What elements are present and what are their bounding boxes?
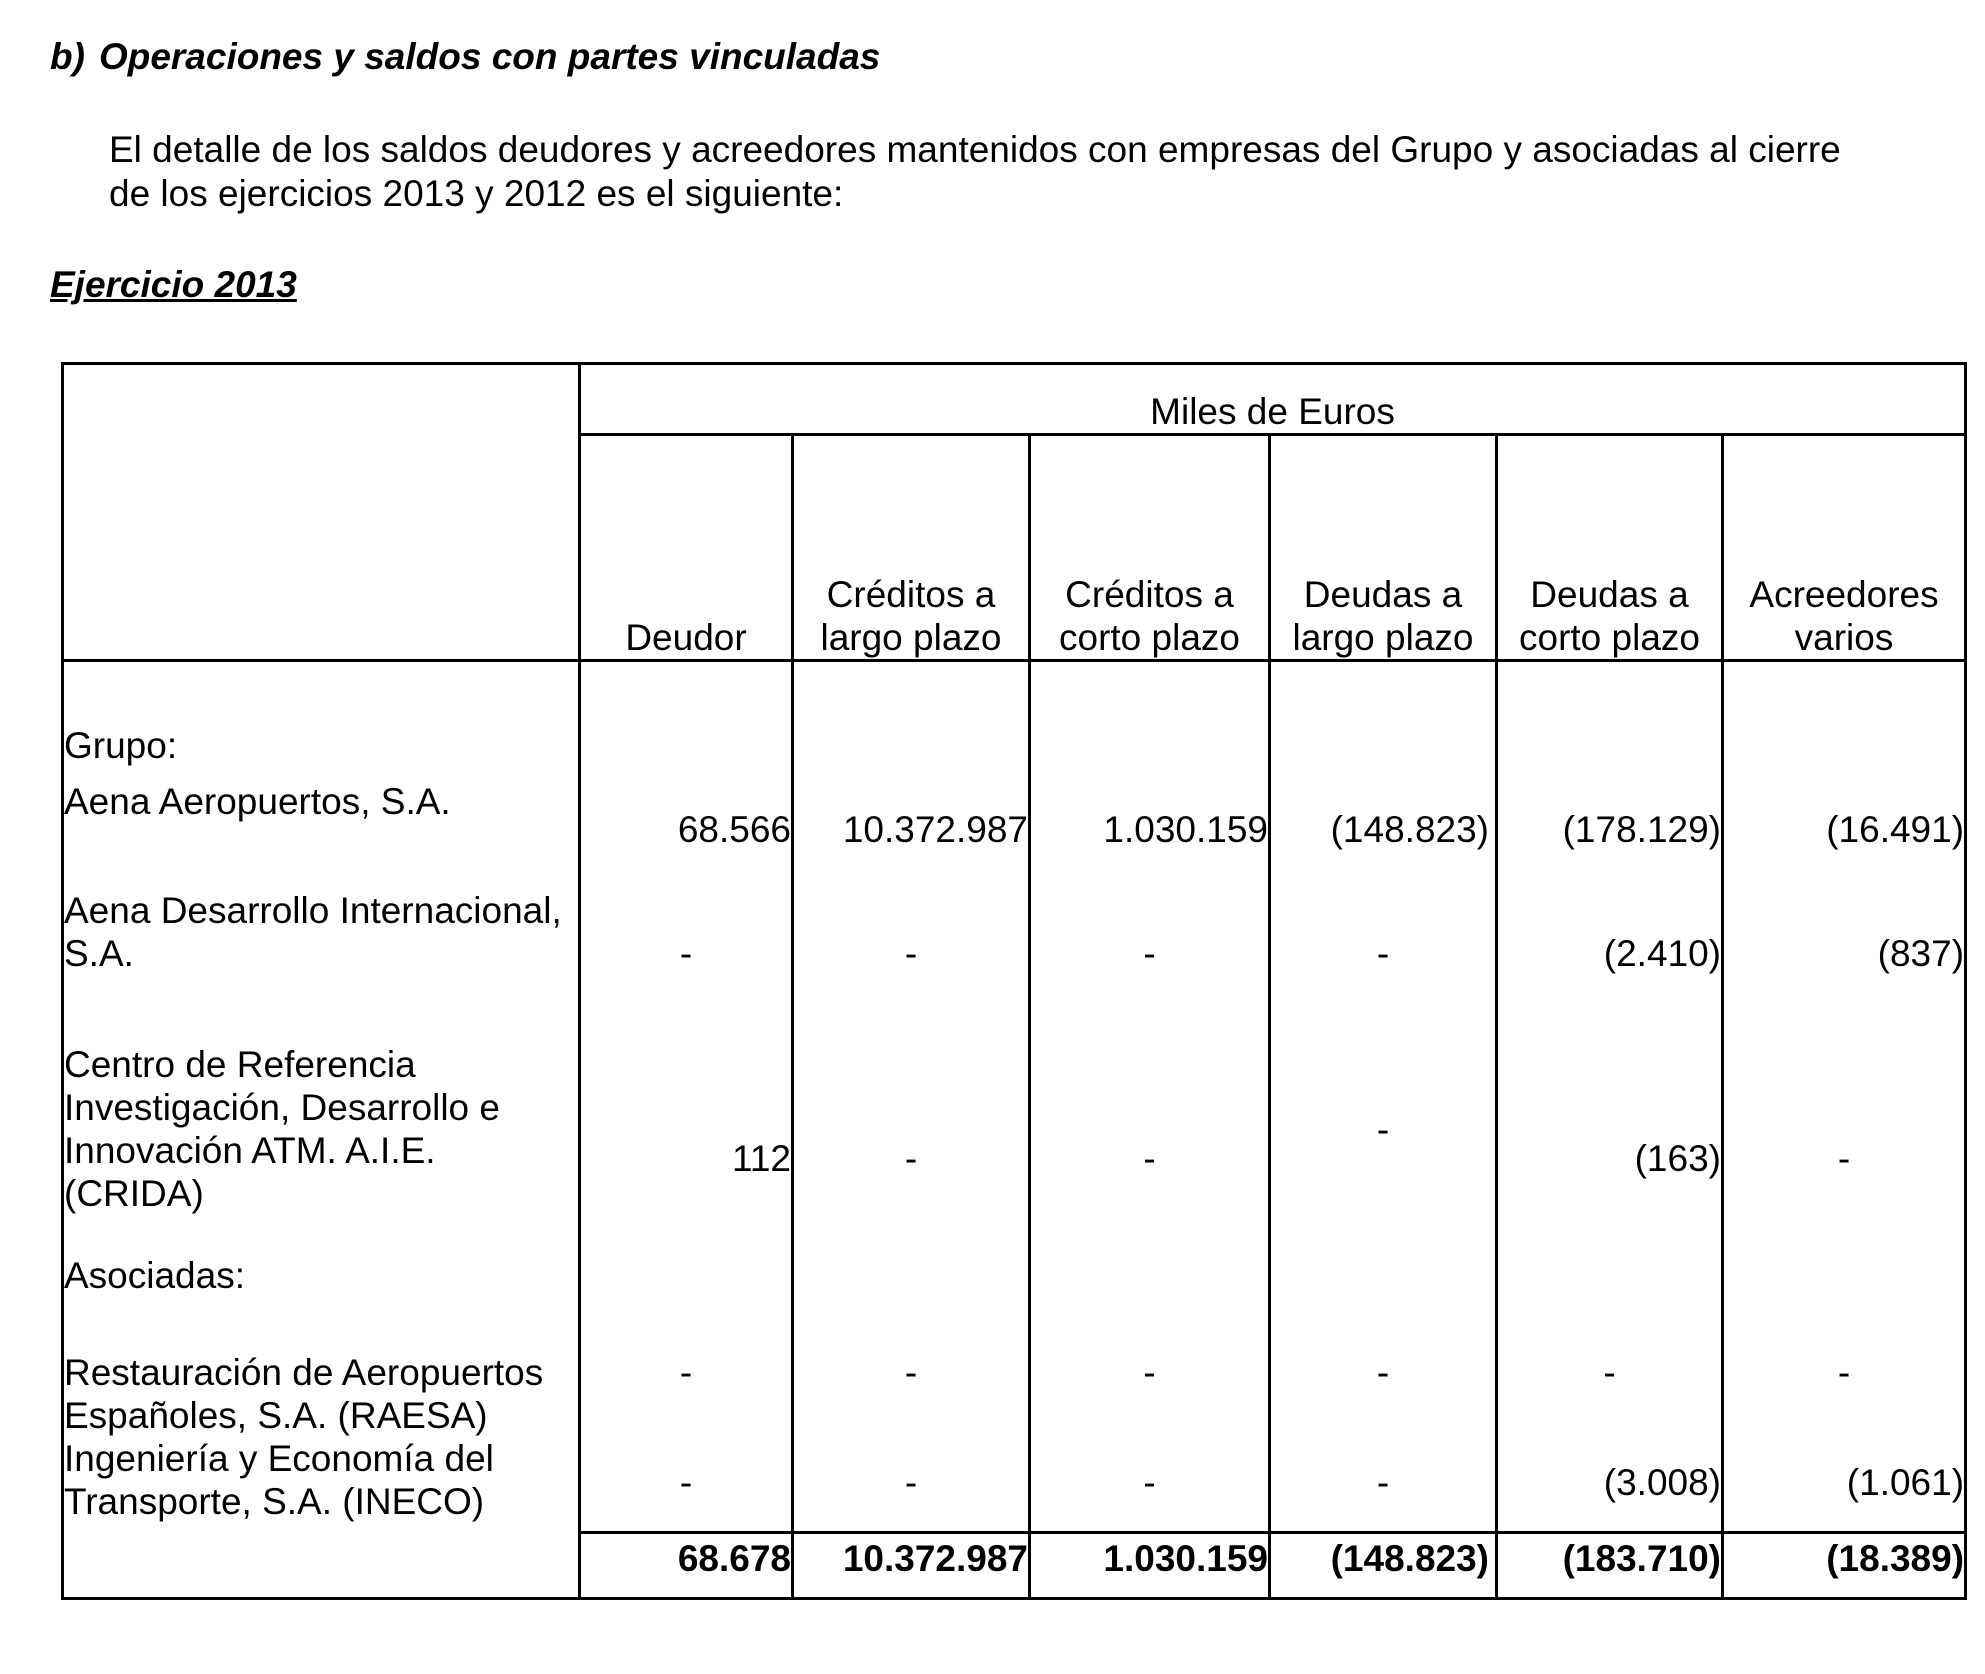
total-deudor: 68.678 (580, 1533, 793, 1599)
cell-creditos-corto: 1.030.159 (1030, 767, 1270, 851)
table-row-raesa (63, 1297, 1966, 1437)
intro-paragraph (109, 128, 1929, 216)
cell-creditos-largo: - (793, 975, 1030, 1215)
section-title (50, 36, 880, 78)
total-deudas-largo: (148.823) (1270, 1533, 1497, 1599)
group-row-grupo (63, 661, 1966, 767)
cell-acreedores: - (1723, 1297, 1966, 1437)
total-creditos-largo: 10.372.987 (793, 1533, 1030, 1599)
cell-creditos-largo: 10.372.987 (793, 767, 1030, 851)
intro-line-2: de los ejercicios 2013 y 2012 es el siguiente: (109, 173, 844, 214)
cell-deudas-corto: - (1497, 1297, 1723, 1437)
cell-acreedores: (16.491) (1723, 767, 1966, 851)
totals-label-cell (63, 1533, 580, 1599)
column-header-creditos-largo-plazo: Créditos a largo plazo (793, 435, 1030, 661)
cell-creditos-corto: - (1030, 1297, 1270, 1437)
cell-creditos-largo: - (793, 851, 1030, 975)
table-row-aena-desarrollo (63, 851, 1966, 975)
row-label-ineco: Ingeniería y Economía del Transporte, S.A. (INECO) (63, 1437, 580, 1533)
section-marker: b) (50, 36, 85, 77)
corner-header-cell (63, 364, 580, 661)
cell-deudas-corto: (178.129) (1497, 767, 1723, 851)
cell-deudor: - (580, 1437, 793, 1533)
cell-acreedores: (837) (1723, 851, 1966, 975)
cell-creditos-largo: - (793, 1437, 1030, 1533)
cell-deudas-corto: (2.410) (1497, 851, 1723, 975)
group-label-grupo: Grupo: (63, 661, 580, 767)
cell-deudor: 68.566 (580, 767, 793, 851)
units-header: Miles de Euros (580, 364, 1966, 435)
row-label-crida: Centro de Referencia Investigación, Desarrollo e Innovación ATM. A.I.E. (CRIDA) (63, 975, 580, 1215)
total-acreedores: (18.389) (1723, 1533, 1966, 1599)
cell-deudor: - (580, 851, 793, 975)
column-header-acreedores-varios: Acreedores varios (1723, 435, 1966, 661)
cell-deudas-largo: (148.823) (1270, 767, 1497, 851)
cell-deudas-corto: (163) (1497, 975, 1723, 1215)
intro-line-1: El detalle de los saldos deudores y acreedores mantenidos con empresas del Grupo y asociadas al cierre (109, 129, 1841, 170)
cell-acreedores: (1.061) (1723, 1437, 1966, 1533)
cell-deudas-largo: - (1270, 1437, 1497, 1533)
column-header-creditos-corto-plazo: Créditos a corto plazo (1030, 435, 1270, 661)
row-label-raesa: Restauración de Aeropuertos Españoles, S.A. (RAESA) (63, 1297, 580, 1437)
cell-deudas-largo: - (1270, 975, 1497, 1215)
table-row-crida (63, 975, 1966, 1215)
cell-creditos-corto: - (1030, 851, 1270, 975)
cell-deudor: - (580, 1297, 793, 1437)
table-row-ineco (63, 1437, 1966, 1533)
cell-acreedores: - (1723, 975, 1966, 1215)
column-header-deudor: Deudor (580, 435, 793, 661)
column-header-deudas-corto-plazo: Deudas a corto plazo (1497, 435, 1723, 661)
cell-deudas-corto: (3.008) (1497, 1437, 1723, 1533)
total-deudas-corto: (183.710) (1497, 1533, 1723, 1599)
balances-table (61, 362, 1967, 1600)
total-creditos-corto: 1.030.159 (1030, 1533, 1270, 1599)
cell-deudas-largo: - (1270, 851, 1497, 975)
group-row-asociadas (63, 1215, 1966, 1297)
cell-deudor: 112 (580, 975, 793, 1215)
row-label-aena-aeropuertos: Aena Aeropuertos, S.A. (63, 767, 580, 851)
cell-creditos-corto: - (1030, 975, 1270, 1215)
table-row-aena-aeropuertos (63, 767, 1966, 851)
totals-row (63, 1533, 1966, 1599)
group-label-asociadas: Asociadas: (63, 1215, 580, 1297)
cell-creditos-corto: - (1030, 1437, 1270, 1533)
column-header-deudas-largo-plazo: Deudas a largo plazo (1270, 435, 1497, 661)
section-title-text: Operaciones y saldos con partes vinculadas (98, 36, 881, 77)
year-heading: Ejercicio 2013 (50, 264, 297, 305)
row-label-aena-desarrollo: Aena Desarrollo Internacional, S.A. (63, 851, 580, 975)
cell-deudas-largo: - (1270, 1297, 1497, 1437)
cell-creditos-largo: - (793, 1297, 1030, 1437)
